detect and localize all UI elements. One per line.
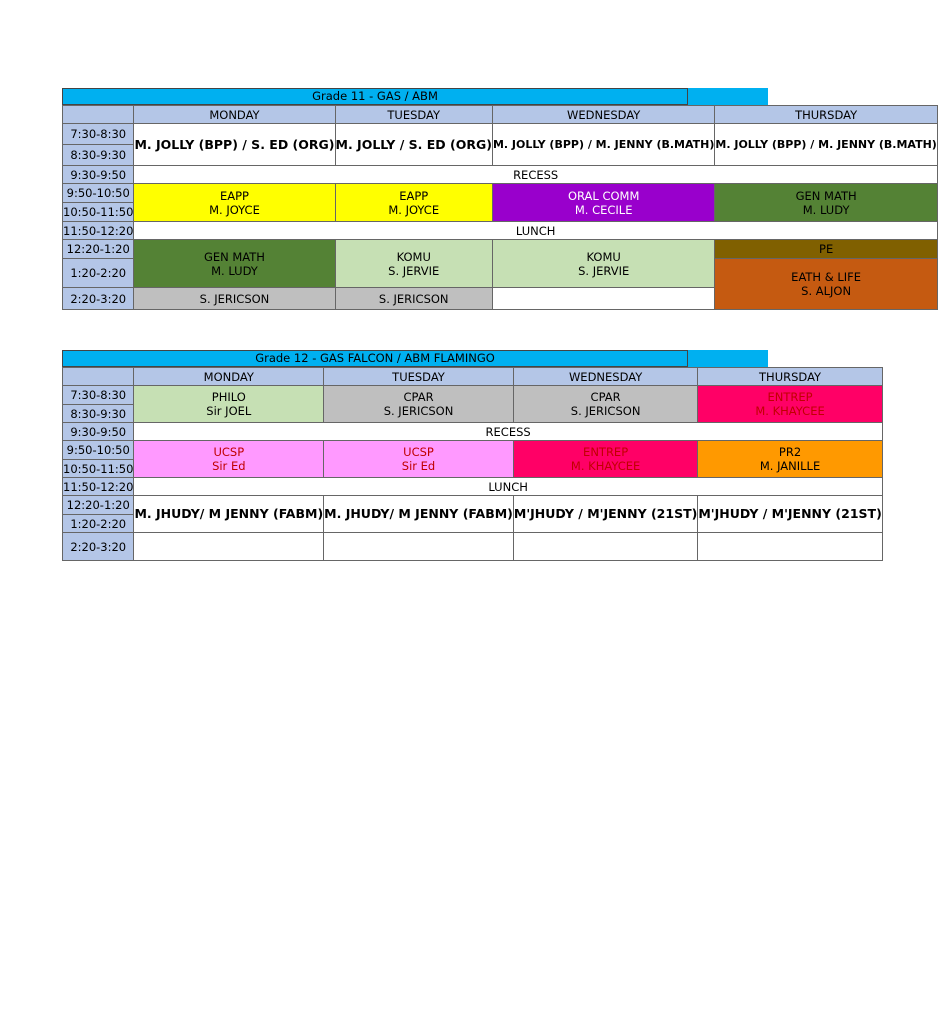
teacher: S. JERVIE (388, 263, 440, 278)
teacher: M. JOYCE (388, 202, 440, 217)
class-cell: M. JOLLY (BPP) / M. JENNY (B.MATH) (492, 124, 714, 166)
class-cell (715, 259, 937, 310)
time-slot: 9:50-10:50 (63, 184, 134, 203)
subject: CPAR (403, 390, 434, 404)
time-slot: 10:50-11:50 (63, 203, 134, 222)
day-header: MONDAY (134, 368, 324, 386)
class-cell: S. JERICSON (335, 288, 492, 310)
teacher: Sir JOEL (206, 404, 252, 418)
class-cell (134, 441, 324, 478)
corner-cell (63, 106, 134, 124)
subject: PR2 (778, 445, 802, 459)
class-cell (492, 184, 714, 222)
teacher: M. JANILLE (759, 459, 821, 473)
time-slot: 2:20-3:20 (63, 533, 134, 561)
lunch-cell: LUNCH (134, 478, 882, 496)
subject: GEN MATH (795, 188, 857, 203)
class-cell (324, 441, 514, 478)
class-cell (134, 240, 335, 288)
subject: PHILO (211, 390, 246, 404)
class-cell (134, 184, 335, 222)
teacher: Sir Ed (401, 459, 436, 473)
subject: ORAL COMM (567, 188, 640, 203)
class-cell: M'JHUDY / M'JENNY (21ST) (698, 496, 882, 533)
subject: UCSP (403, 445, 434, 459)
class-cell (715, 184, 937, 222)
time-slot: 1:20-2:20 (63, 259, 134, 288)
time-slot: 12:20-1:20 (63, 496, 134, 515)
class-cell (324, 386, 514, 423)
empty-cell (492, 288, 714, 310)
time-slot: 1:20-2:20 (63, 515, 134, 533)
day-header: TUESDAY (335, 106, 492, 124)
subject: ENTREP (767, 390, 813, 404)
time-slot: 7:30-8:30 (63, 124, 134, 145)
day-header: WEDNESDAY (492, 106, 714, 124)
time-slot: 2:20-3:20 (63, 288, 134, 310)
schedule-title: Grade 11 - GAS / ABM (62, 88, 688, 105)
teacher: S. JERICSON (570, 404, 641, 418)
recess-cell: RECESS (134, 423, 882, 441)
day-header: THURSDAY (715, 106, 937, 124)
teacher: S. JERVIE (578, 263, 630, 278)
teacher: M. JOYCE (209, 202, 260, 217)
teacher: M. LUDY (211, 263, 258, 278)
class-cell (335, 240, 492, 288)
class-cell: M. JHUDY/ M JENNY (FABM) (324, 496, 514, 533)
schedule-table (62, 105, 938, 310)
teacher: S. JERICSON (383, 404, 454, 418)
time-slot: 9:50-10:50 (63, 441, 134, 460)
time-slot: 7:30-8:30 (63, 386, 134, 405)
empty-cell (698, 533, 882, 561)
subject: ENTREP (583, 445, 629, 459)
class-cell: M. JOLLY (BPP) / S. ED (ORG) (134, 124, 335, 166)
corner-cell (63, 368, 134, 386)
class-cell (513, 441, 697, 478)
teacher: M. KHAYCEE (570, 459, 641, 473)
class-cell: S. JERICSON (134, 288, 335, 310)
schedule-title: Grade 12 - GAS FALCON / ABM FLAMINGO (62, 350, 688, 367)
empty-cell (134, 533, 324, 561)
time-slot: 11:50-12:20 (63, 223, 134, 238)
time-slot: 9:30-9:50 (63, 423, 134, 441)
empty-cell (324, 533, 514, 561)
title-bar-extension (688, 88, 768, 105)
day-header: MONDAY (134, 106, 335, 124)
time-slot: 10:50-11:50 (63, 461, 134, 476)
time-slot: 11:50-12:20 (63, 479, 134, 494)
class-cell (698, 441, 882, 478)
class-cell (335, 184, 492, 222)
teacher: M. KHAYCEE (755, 404, 825, 418)
class-cell (513, 386, 697, 423)
teacher: M. LUDY (802, 202, 850, 217)
teacher: S. ALJON (801, 284, 852, 298)
time-slot: 8:30-9:30 (63, 405, 134, 423)
subject: EAPP (219, 188, 249, 203)
schedule-table (62, 367, 883, 561)
day-header: TUESDAY (324, 368, 514, 386)
subject: EAPP (399, 188, 429, 203)
subject: KOMU (586, 249, 621, 264)
time-slot: 8:30-9:30 (63, 145, 134, 166)
day-header: THURSDAY (698, 368, 882, 386)
class-cell: PE (715, 240, 937, 259)
class-cell: M. JOLLY / S. ED (ORG) (335, 124, 492, 166)
subject: UCSP (213, 445, 245, 459)
subject: CPAR (590, 390, 621, 404)
class-cell: M'JHUDY / M'JENNY (21ST) (513, 496, 697, 533)
empty-cell (513, 533, 697, 561)
time-slot: 9:30-9:50 (63, 166, 134, 184)
class-cell (134, 386, 324, 423)
class-cell (698, 386, 882, 423)
title-bar-extension (688, 350, 768, 367)
lunch-cell: LUNCH (134, 222, 937, 240)
subject: EATH & LIFE (791, 270, 862, 284)
subject: KOMU (396, 249, 431, 264)
subject: GEN MATH (203, 249, 265, 264)
recess-cell: RECESS (134, 166, 937, 184)
class-cell: M. JOLLY (BPP) / M. JENNY (B.MATH) (715, 124, 937, 166)
class-cell: M. JHUDY/ M JENNY (FABM) (134, 496, 324, 533)
teacher: Sir Ed (212, 459, 246, 473)
teacher: M. CECILE (574, 202, 633, 217)
class-cell (492, 240, 714, 288)
day-header: WEDNESDAY (513, 368, 697, 386)
time-slot: 12:20-1:20 (63, 240, 134, 259)
